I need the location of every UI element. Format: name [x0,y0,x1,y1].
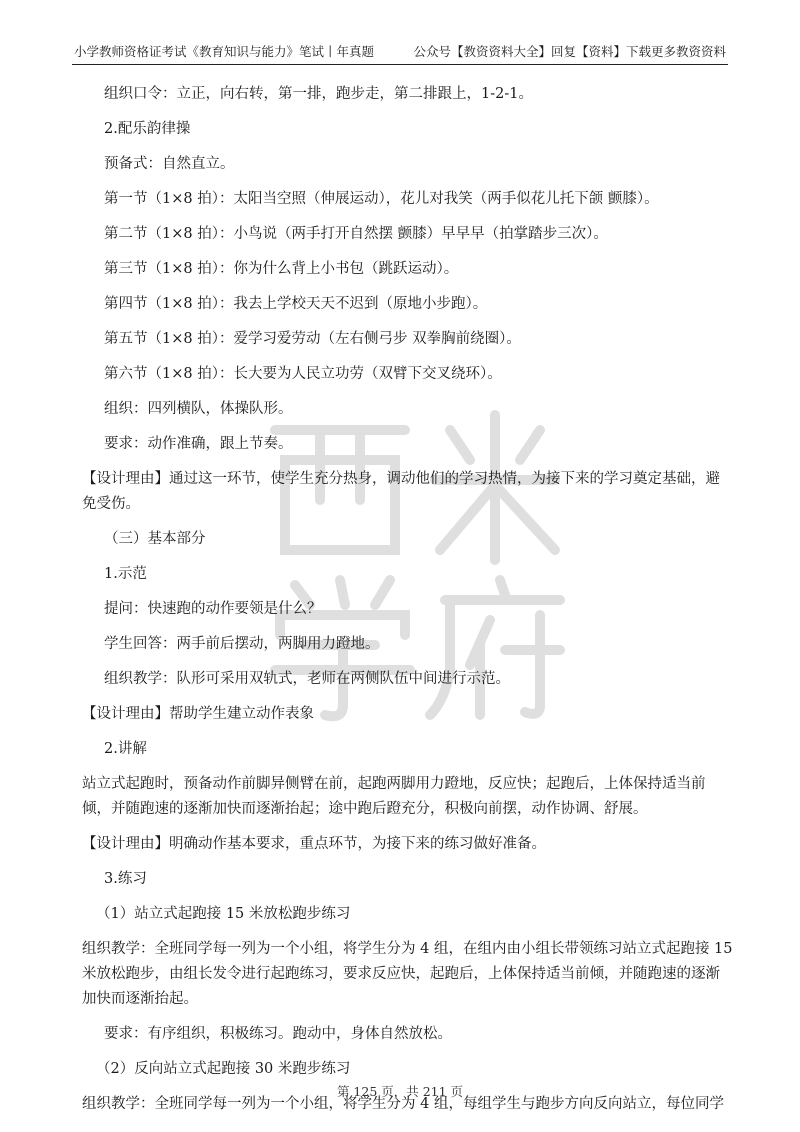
section-heading: 3.练习 [104,871,147,887]
paragraph: 第五节（1×8 拍）：爱学习爱劳动（左右侧弓步 双拳胸前绕圈）。 [104,331,521,347]
paragraph: 组织：四列横队，体操队形。 [104,401,293,417]
paragraph: 站立式起跑时，预备动作前脚异侧臂在前，起跑两脚用力蹬地，反应快；起跑后，上体保持适当前倾，并随跑速的逐渐加快而逐渐抬起；途中跑后蹬充分，积极向前摆，动作协调、舒展。 [82,776,706,817]
paragraph: 预备式：自然直立。 [104,156,235,172]
paragraph: 组织教学：全班同学每一列为一个小组，将学生分为 4 组，在组内由小组长带领练习站立式起跑接 15 米放松跑步，由组长发令进行起跑练习，要求反应快，起跑后，上体保持适当前倾，并随跑速的逐渐加快而逐渐抬起。 [82,941,733,1007]
document-body [82,82,734,1127]
paragraph: 第四节（1×8 拍）：我去上学校天天不迟到（原地小步跑）。 [104,296,488,312]
paragraph: 第六节（1×8 拍）：长大要为人民立功劳（双臂下交叉绕环）。 [104,366,502,382]
header-left-text: 小学教师资格证考试《教育知识与能力》笔试丨年真题 [74,44,375,59]
section-heading: （三）基本部分 [104,531,206,547]
section-heading: 2.配乐韵律操 [104,121,191,137]
paragraph: 学生回答：两手前后摆动，两脚用力蹬地。 [104,636,380,652]
page-header [72,42,728,65]
design-reason-paragraph: 【设计理由】通过这一环节，使学生充分热身，调动他们的学习热情，为接下来的学习奠定基础，避免受伤。 [82,471,720,512]
paragraph: 要求：有序组织，积极练习。跑动中，身体自然放松。 [104,1026,452,1042]
paragraph: 提问：快速跑的动作要领是什么？ [104,601,322,617]
design-reason-paragraph: 【设计理由】明确动作基本要求，重点环节，为接下来的练习做好准备。 [82,836,546,852]
subsection-heading: （1）站立式起跑接 15 米放松跑步练习 [96,906,351,922]
paragraph: 组织教学：队形可采用双轨式，老师在两侧队伍中间进行示范。 [104,671,510,687]
paragraph: 第二节（1×8 拍）：小鸟说（两手打开自然摆 颤膝）早早早（拍掌踏步三次）。 [104,226,608,242]
paragraph: 组织教学：全班同学每一列为一个小组，将学生分为 4 组，每组学生与跑步方向反向站立，每位同学 [82,1096,724,1112]
paragraph: 要求：动作准确，跟上节奏。 [104,436,293,452]
header-right-text: 公众号【教资资料大全】回复【资料】下载更多教资资料 [413,44,726,59]
section-heading: 2.讲解 [104,741,147,757]
design-reason-paragraph: 【设计理由】帮助学生建立动作表象 [82,706,314,722]
paragraph: 组织口令：立正，向右转，第一排，跑步走，第二排跟上，1-2-1。 [104,86,533,102]
section-heading: 1.示范 [104,566,147,582]
page-footer: 第 125 页，共 211 页 [336,1084,464,1099]
paragraph: 第一节（1×8 拍）：太阳当空照（伸展运动），花儿对我笑（两手似花儿托下颌 颤膝）。 [104,191,659,207]
paragraph: 第三节（1×8 拍）：你为什么背上小书包（跳跃运动）。 [104,261,459,277]
subsection-heading: （2）反向站立式起跑接 30 米跑步练习 [96,1061,351,1077]
